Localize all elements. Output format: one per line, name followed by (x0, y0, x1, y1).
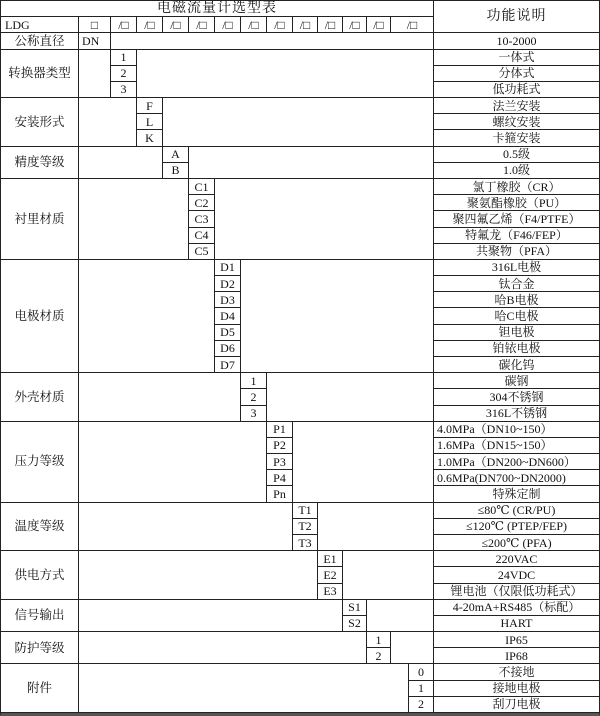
code-cell: S2 (343, 616, 367, 632)
empty-cell (367, 600, 434, 632)
code-cell: D7 (215, 357, 241, 373)
code-cell: K (137, 130, 163, 146)
empty-cell (215, 179, 434, 260)
function-cell: 螺纹安装 (434, 114, 599, 130)
model-slot-cell: /□ (241, 17, 267, 33)
code-cell: C3 (189, 211, 215, 227)
model-prefix: LDG (1, 17, 79, 33)
category-label: 衬里材质 (1, 179, 79, 260)
model-slot-cell: /□ (367, 17, 391, 33)
empty-cell (79, 50, 111, 99)
code-cell: T3 (293, 535, 318, 551)
code-cell: C2 (189, 195, 215, 211)
function-cell: 分体式 (434, 66, 599, 82)
function-cell: 220VAC (434, 551, 599, 567)
code-cell: P1 (267, 422, 293, 438)
code-cell: 2 (111, 66, 137, 82)
code-cell: DN (79, 33, 111, 49)
table-title: 电磁流量计选型表 (1, 1, 434, 17)
function-cell: 4-20mA+RS485（标配） (434, 600, 599, 616)
empty-cell (267, 373, 434, 422)
function-cell: 不接地 (434, 664, 599, 680)
code-cell: E2 (318, 567, 343, 583)
code-cell: 2 (241, 389, 267, 405)
code-cell: P2 (267, 438, 293, 454)
category-label: 防护等级 (1, 632, 79, 664)
empty-cell (79, 422, 267, 503)
code-cell: 1 (409, 681, 434, 697)
function-cell: 哈B电极 (434, 292, 599, 308)
empty-cell (79, 373, 241, 422)
function-cell: 316L电极 (434, 260, 599, 276)
function-cell: ≤200℃ (PFA) (434, 535, 599, 551)
model-slot-cell: /□ (343, 17, 367, 33)
code-cell: T1 (293, 503, 318, 519)
function-cell: 一体式 (434, 50, 599, 66)
model-slot-cell: /□ (163, 17, 189, 33)
function-cell: 聚四氟乙烯（F4/PTFE） (434, 211, 599, 227)
category-label: 电极材质 (1, 260, 79, 373)
function-cell: ≤80℃ (CR/PU) (434, 503, 599, 519)
code-cell: A (163, 147, 189, 163)
model-slot-cell: /□ (293, 17, 318, 33)
code-cell: Pn (267, 486, 293, 502)
empty-cell (163, 98, 434, 147)
code-cell: 3 (111, 82, 137, 98)
code-cell: D3 (215, 292, 241, 308)
dn-box-cell: □ (79, 17, 111, 33)
model-slot-cell: /□ (215, 17, 241, 33)
function-cell: ≤120℃ (PTEP/FEP) (434, 519, 599, 535)
empty-cell (293, 422, 434, 503)
function-cell: 卡箍安装 (434, 130, 599, 146)
function-cell: 304不锈钢 (434, 389, 599, 405)
empty-cell (79, 503, 293, 552)
code-cell: D6 (215, 341, 241, 357)
category-label: 转换器类型 (1, 50, 79, 99)
function-cell: HART (434, 616, 599, 632)
empty-cell (111, 33, 434, 49)
empty-cell (343, 551, 434, 600)
function-cell: 碳化钨 (434, 357, 599, 373)
code-cell: D5 (215, 325, 241, 341)
code-cell: P4 (267, 470, 293, 486)
function-cell: IP68 (434, 648, 599, 664)
empty-cell (79, 147, 163, 179)
model-slot-cell: /□ (318, 17, 343, 33)
category-label: 压力等级 (1, 422, 79, 503)
model-slot-cell: /□ (111, 17, 137, 33)
code-cell: C5 (189, 244, 215, 260)
category-label: 温度等级 (1, 503, 79, 552)
category-label: 信号输出 (1, 600, 79, 632)
function-cell: 共聚物（PFA） (434, 244, 599, 260)
code-cell: 0 (409, 664, 434, 680)
model-slot-cell: /□ (391, 17, 434, 33)
category-label: 公称直径 (1, 33, 79, 49)
function-cell: 10-2000 (434, 33, 599, 49)
empty-cell (318, 503, 434, 552)
function-cell: 24VDC (434, 567, 599, 583)
function-cell: 低功耗式 (434, 82, 599, 98)
code-cell: T2 (293, 519, 318, 535)
category-label: 精度等级 (1, 147, 79, 179)
function-cell: 铂铱电极 (434, 341, 599, 357)
category-label: 安装形式 (1, 98, 79, 147)
category-label: 供电方式 (1, 551, 79, 600)
function-cell: 特殊定制 (434, 486, 599, 502)
empty-cell (189, 147, 434, 179)
empty-cell (79, 98, 137, 147)
empty-cell (391, 632, 434, 664)
model-slot-cell: /□ (189, 17, 215, 33)
function-cell: 刮刀电极 (434, 697, 599, 713)
code-cell: 1 (367, 632, 391, 648)
code-cell: L (137, 114, 163, 130)
function-cell: 316L不锈钢 (434, 406, 599, 422)
empty-cell (79, 664, 409, 713)
function-cell: 1.6MPa（DN15~150） (434, 438, 599, 454)
code-cell: P3 (267, 454, 293, 470)
function-cell: 4.0MPa（DN10~150） (434, 422, 599, 438)
code-cell: E1 (318, 551, 343, 567)
code-cell: F (137, 98, 163, 114)
category-label: 外壳材质 (1, 373, 79, 422)
empty-cell (137, 50, 434, 99)
model-slot-cell: /□ (137, 17, 163, 33)
model-slot-cell: /□ (267, 17, 293, 33)
function-cell: 锂电池（仅限低功耗式） (434, 584, 599, 600)
function-cell: 聚氨酯橡胶（PU） (434, 195, 599, 211)
function-cell: 碳钢 (434, 373, 599, 389)
empty-cell (79, 260, 215, 373)
code-cell: D2 (215, 276, 241, 292)
code-cell: D4 (215, 308, 241, 324)
function-cell: IP65 (434, 632, 599, 648)
code-cell: 2 (367, 648, 391, 664)
function-cell: 1.0级 (434, 163, 599, 179)
code-cell: D1 (215, 260, 241, 276)
function-cell: 特氟龙（F46/FEP） (434, 228, 599, 244)
empty-cell (241, 260, 434, 373)
code-cell: C4 (189, 228, 215, 244)
code-cell: 3 (241, 406, 267, 422)
function-cell: 钽电极 (434, 325, 599, 341)
function-cell: 接地电极 (434, 681, 599, 697)
code-cell: B (163, 163, 189, 179)
code-cell: E3 (318, 584, 343, 600)
empty-cell (79, 551, 318, 600)
function-cell: 0.6MPa(DN700~DN2000) (434, 470, 599, 486)
code-cell: 2 (409, 697, 434, 713)
category-label: 附件 (1, 664, 79, 713)
empty-cell (79, 600, 343, 632)
function-cell: 0.5级 (434, 147, 599, 163)
function-cell: 哈C电极 (434, 308, 599, 324)
function-cell: 钛合金 (434, 276, 599, 292)
code-cell: S1 (343, 600, 367, 616)
function-cell: 法兰安装 (434, 98, 599, 114)
function-column-header: 功能说明 (434, 1, 599, 33)
code-cell: 1 (241, 373, 267, 389)
code-cell: 1 (111, 50, 137, 66)
empty-cell (79, 179, 189, 260)
empty-cell (79, 632, 367, 664)
function-cell: 1.0MPa（DN200~DN600） (434, 454, 599, 470)
function-cell: 氯丁橡胶（CR） (434, 179, 599, 195)
code-cell: C1 (189, 179, 215, 195)
